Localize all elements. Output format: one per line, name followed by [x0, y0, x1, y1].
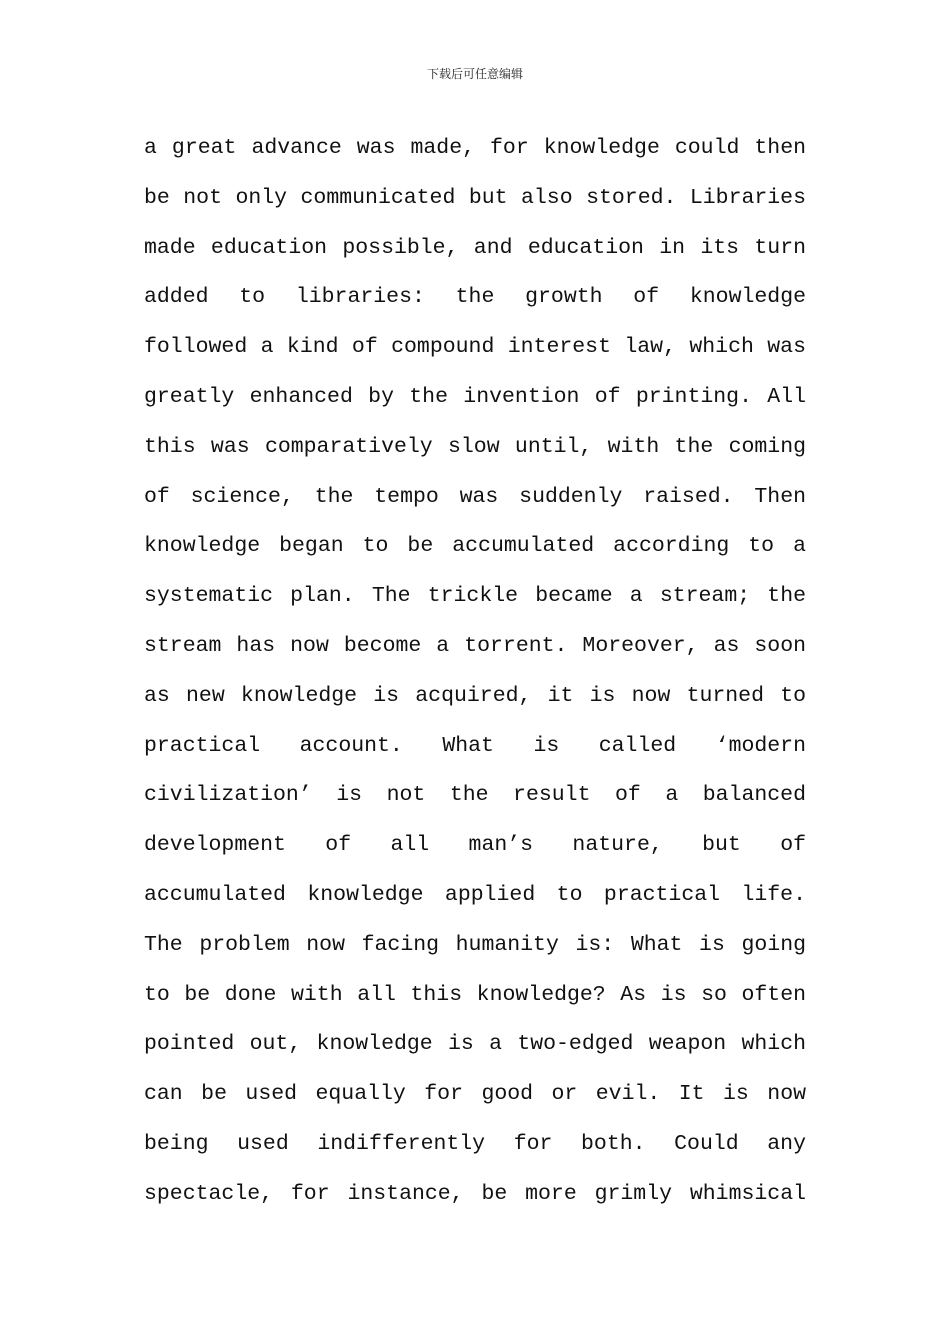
text-line: a great advance was made, for knowledge could then [144, 136, 806, 160]
text-line: can be used equally for good or evil. It is now [144, 1082, 806, 1107]
text-line: being used indifferently for both. Could any [144, 1131, 806, 1156]
body-paragraph [144, 124, 806, 1220]
text-line: of science, the tempo was suddenly raised. Then [144, 484, 806, 509]
text-line: knowledge began to be accumulated according to a [144, 534, 806, 559]
text-line: as new knowledge is acquired, it is now turned to [144, 683, 806, 708]
text-line: practical account. What is called ‘modern [144, 733, 806, 758]
text-line: development of all man’s nature, but of [144, 833, 806, 858]
text-line: to be done with all this knowledge? As is so often [144, 982, 806, 1007]
text-line: followed a kind of compound interest law, which was [144, 335, 806, 360]
text-line: systematic plan. The trickle became a stream; the [144, 584, 806, 609]
text-line: made education possible, and education in its turn [144, 235, 806, 260]
text-line: spectacle, for instance, be more grimly whimsical [144, 1181, 806, 1206]
text-line: The problem now facing humanity is: What is going [144, 932, 806, 957]
text-line: pointed out, knowledge is a two-edged weapon which [144, 1032, 806, 1057]
text-line: added to libraries: the growth of knowledge [144, 285, 806, 310]
text-line: this was comparatively slow until, with the coming [144, 434, 806, 459]
text-line: greatly enhanced by the invention of printing. All [144, 384, 806, 409]
text-line: be not only communicated but also stored. Libraries [144, 185, 806, 210]
page-header: 下载后可任意编辑 [426, 67, 523, 81]
text-line: accumulated knowledge applied to practical life. [144, 882, 806, 907]
text-line: civilization’ is not the result of a balanced [144, 783, 806, 808]
text-line: stream has now become a torrent. Moreover, as soon [144, 633, 806, 658]
